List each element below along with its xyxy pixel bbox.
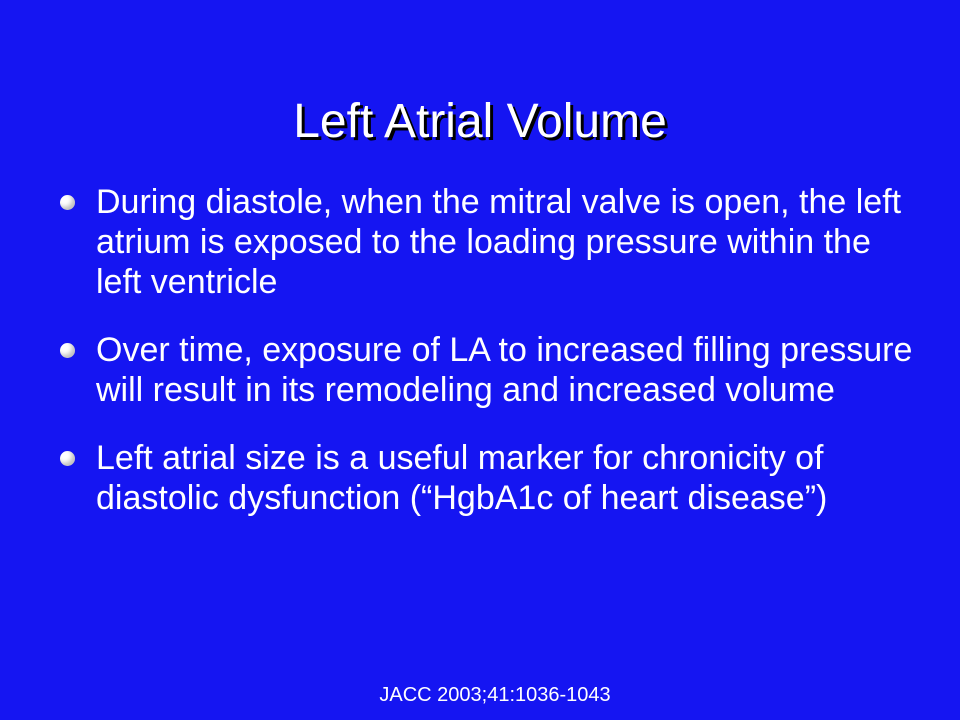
bullet-dot-icon — [60, 195, 75, 210]
bullet-dot-icon — [60, 343, 75, 358]
slide-title: Left Atrial Volume — [293, 95, 667, 148]
bullet-dot-icon — [60, 451, 75, 466]
citation: JACC 2003;41:1036-1043 — [379, 684, 611, 706]
bullet-item — [60, 330, 920, 410]
bullet-text: Left atrial size is a useful marker for chronicity of diastolic dysfunction (“HgbA1c of heart disease”) — [96, 439, 828, 517]
bullet-text: During diastole, when the mitral valve is open, the left atrium is exposed to the loading pressure within the left ventricle — [96, 183, 902, 301]
bullet-list — [60, 182, 920, 546]
bullet-item — [60, 438, 920, 518]
bullet-text: Over time, exposure of LA to increased filling pressure will result in its remodeling and increased volume — [96, 331, 913, 409]
bullet-item — [60, 182, 920, 302]
